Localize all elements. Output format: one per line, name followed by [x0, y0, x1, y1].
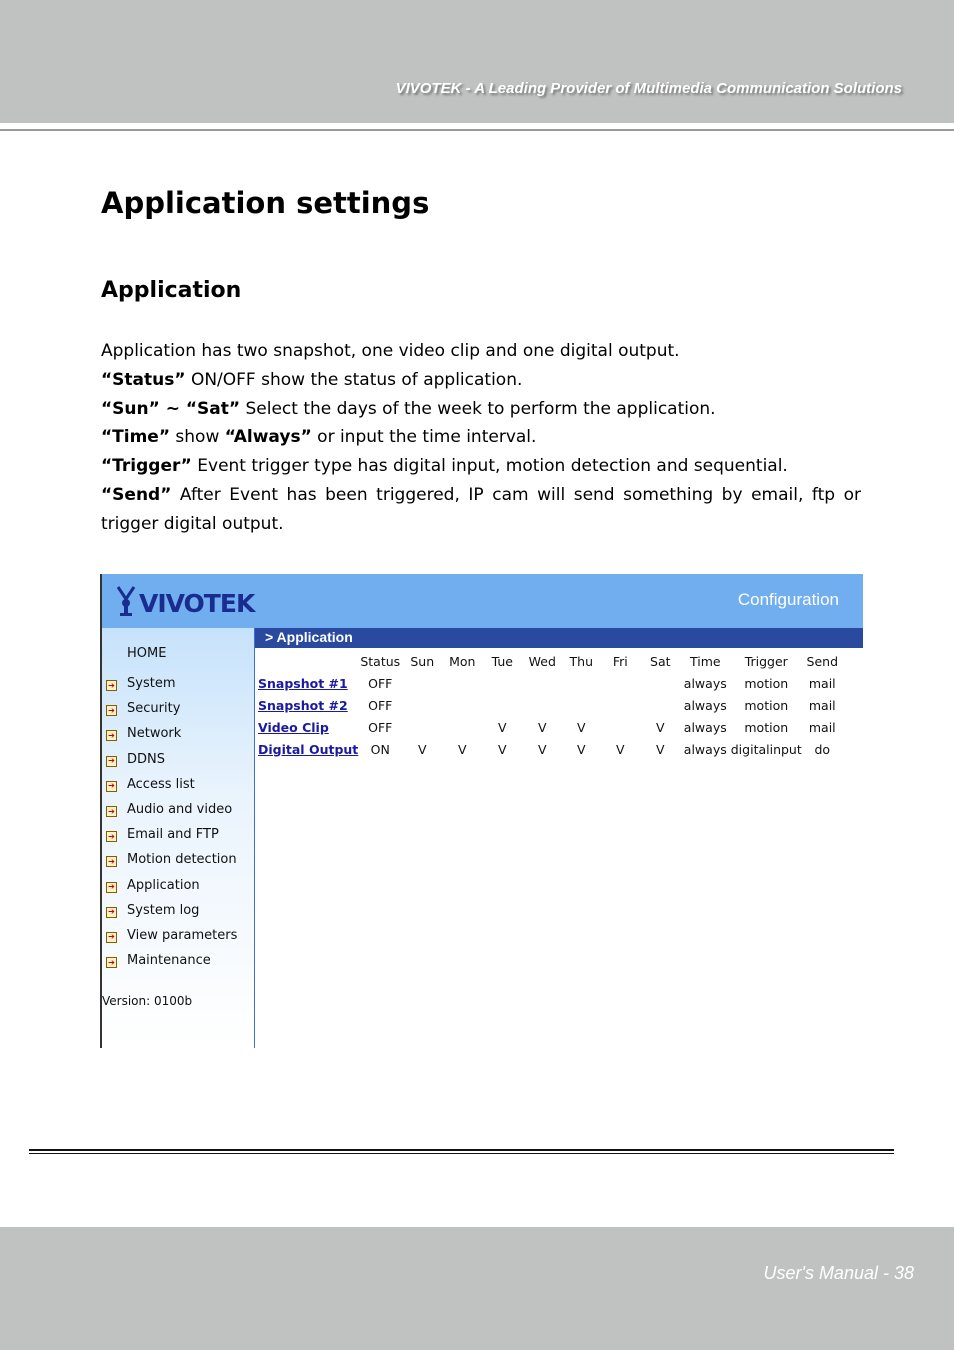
table-cell [442, 716, 482, 738]
application-table [255, 650, 842, 760]
nav-item-label: Maintenance [127, 953, 211, 969]
table-cell [640, 694, 680, 716]
nav-item-label: Email and FTP [127, 827, 219, 843]
config-sidebar [102, 628, 254, 1048]
snapshot-1-link[interactable]: Snapshot #1 [258, 675, 348, 691]
camera-logo-icon [116, 585, 138, 617]
body-text [101, 337, 861, 539]
column-header: Wed [528, 653, 556, 669]
table-header-row [255, 650, 842, 672]
table-row [255, 716, 842, 738]
table-cell [442, 672, 482, 694]
column-header: Thu [569, 653, 593, 669]
nav-item-application[interactable] [106, 873, 237, 898]
nav-item-label: System log [127, 902, 200, 918]
arrow-right-icon: ➔ [106, 957, 117, 968]
nav-item-label: DDNS [127, 751, 165, 767]
table-cell: ON [370, 741, 390, 757]
table-cell: always [683, 741, 727, 757]
table-cell [482, 694, 522, 716]
column-header: Send [806, 653, 838, 669]
arrow-right-icon: ➔ [106, 856, 117, 867]
nav-item-system-log[interactable] [106, 898, 237, 923]
arrow-right-icon: ➔ [106, 882, 117, 893]
page-number-label: User's Manual - 38 [763, 1263, 914, 1283]
nav-item-maintenance[interactable] [106, 948, 237, 973]
video-clip-link[interactable]: Video Clip [258, 719, 329, 735]
send-term: “Send” [101, 484, 172, 505]
nav-item-ddns[interactable] [106, 747, 237, 772]
status-term: “Status” [101, 369, 186, 390]
send-paragraph-continued: trigger digital output. [101, 513, 284, 534]
footer-divider-thin [29, 1153, 894, 1154]
table-cell: V [576, 741, 586, 757]
table-cell [402, 716, 442, 738]
table-cell [522, 672, 562, 694]
table-cell: V [655, 741, 665, 757]
nav-list [106, 671, 237, 973]
arrow-right-icon: ➔ [106, 806, 117, 817]
digital-output-link[interactable]: Digital Output [258, 741, 359, 757]
table-cell: OFF [368, 697, 393, 713]
column-header: Trigger [744, 653, 788, 669]
arrow-right-icon: ➔ [106, 730, 117, 741]
status-description: ON/OFF show the status of application. [185, 369, 523, 390]
footer-divider [29, 1149, 894, 1151]
nav-item-audio-video[interactable] [106, 797, 237, 822]
nav-item-motion-detection[interactable] [106, 847, 237, 872]
nav-item-email-ftp[interactable] [106, 822, 237, 847]
nav-item-system[interactable] [106, 671, 237, 696]
nav-home-link[interactable]: HOME [127, 646, 167, 661]
nav-item-network[interactable] [106, 721, 237, 746]
nav-item-label: View parameters [127, 927, 238, 943]
table-row [255, 694, 842, 716]
table-cell [442, 694, 482, 716]
table-cell: motion [744, 697, 789, 713]
section-title: Application [101, 278, 242, 303]
trigger-paragraph [101, 452, 861, 481]
arrow-right-icon: ➔ [106, 680, 117, 691]
application-title-bar [255, 628, 863, 648]
trigger-description: Event trigger type has digital input, motion detection and sequential. [191, 456, 788, 477]
nav-item-label: Network [127, 726, 182, 742]
table-cell [600, 694, 640, 716]
table-cell: motion [744, 675, 789, 691]
send-description: After Event has been triggered, IP cam will send something by email, ftp or [171, 484, 861, 505]
nav-item-label: System [127, 676, 176, 692]
column-header [255, 650, 358, 672]
column-header: Mon [449, 653, 476, 669]
table-cell: always [683, 675, 727, 691]
vivotek-logo [116, 584, 254, 618]
table-cell: mail [808, 697, 836, 713]
nav-item-security[interactable] [106, 696, 237, 721]
time-description: or input the time interval. [311, 427, 537, 448]
page-title: Application settings [101, 186, 430, 220]
logo-text: VIVOTEK [139, 588, 255, 618]
table-row [255, 738, 842, 760]
arrow-right-icon: ➔ [106, 932, 117, 943]
time-paragraph [101, 423, 861, 452]
header-divider [0, 129, 954, 131]
column-header: Sun [410, 653, 435, 669]
time-term: “Time” [101, 427, 171, 448]
nav-item-label: Access list [127, 776, 195, 792]
table-cell: mail [808, 719, 836, 735]
table-cell: V [655, 719, 665, 735]
table-cell [562, 672, 600, 694]
table-cell: V [497, 741, 507, 757]
column-header: Status [360, 653, 401, 669]
table-row [255, 672, 842, 694]
days-term: “Sun” ~ “Sat” [101, 398, 241, 419]
table-cell [482, 672, 522, 694]
column-header: Fri [612, 653, 628, 669]
header-tagline: VIVOTEK - A Leading Provider of Multimedia Communication Solutions [395, 80, 902, 97]
version-label: Version: 0100b [102, 994, 193, 1008]
arrow-right-icon: ➔ [106, 756, 117, 767]
nav-item-access-list[interactable] [106, 772, 237, 797]
nav-item-label: Motion detection [127, 852, 237, 868]
configuration-screenshot [100, 574, 863, 1048]
table-cell [640, 672, 680, 694]
table-cell: do [814, 741, 831, 757]
table-cell: V [417, 741, 427, 757]
table-cell [522, 694, 562, 716]
status-paragraph [101, 366, 861, 395]
table-cell: V [537, 741, 547, 757]
table-cell: always [683, 719, 727, 735]
arrow-right-icon: ➔ [106, 831, 117, 842]
intro-paragraph: Application has two snapshot, one video clip and one digital output. [101, 341, 680, 361]
time-mid: show [170, 427, 225, 448]
table-cell [402, 672, 442, 694]
footer-band [0, 1227, 954, 1350]
send-paragraph [101, 481, 861, 510]
header-band [0, 0, 954, 123]
table-cell: digitalinput [730, 741, 802, 757]
always-term: “Always” [224, 427, 312, 448]
nav-item-label: Application [127, 877, 200, 893]
table-cell: V [457, 741, 467, 757]
nav-item-label: Security [127, 701, 181, 717]
arrow-right-icon: ➔ [106, 781, 117, 792]
table-cell [600, 716, 640, 738]
config-banner [102, 574, 863, 628]
table-cell [562, 694, 600, 716]
arrow-right-icon: ➔ [106, 907, 117, 918]
table-cell: V [497, 719, 507, 735]
days-description: Select the days of the week to perform the application. [240, 398, 716, 419]
table-cell: V [537, 719, 547, 735]
trigger-term: “Trigger” [101, 456, 192, 477]
table-cell: V [615, 741, 625, 757]
arrow-right-icon: ➔ [106, 705, 117, 716]
table-cell: OFF [368, 675, 393, 691]
column-header: Sat [650, 653, 671, 669]
column-header: Time [689, 653, 721, 669]
table-cell: mail [808, 675, 836, 691]
configuration-title: Configuration [737, 590, 839, 609]
days-paragraph [101, 395, 861, 424]
table-cell [600, 672, 640, 694]
table-cell: V [576, 719, 586, 735]
nav-item-label: Audio and video [127, 802, 233, 818]
nav-item-view-parameters[interactable] [106, 923, 237, 948]
table-cell: always [683, 697, 727, 713]
table-cell [402, 694, 442, 716]
column-header: Tue [491, 653, 513, 669]
snapshot-2-link[interactable]: Snapshot #2 [258, 697, 348, 713]
application-title: > Application [265, 629, 353, 645]
table-cell: OFF [368, 719, 393, 735]
table-cell: motion [744, 719, 789, 735]
